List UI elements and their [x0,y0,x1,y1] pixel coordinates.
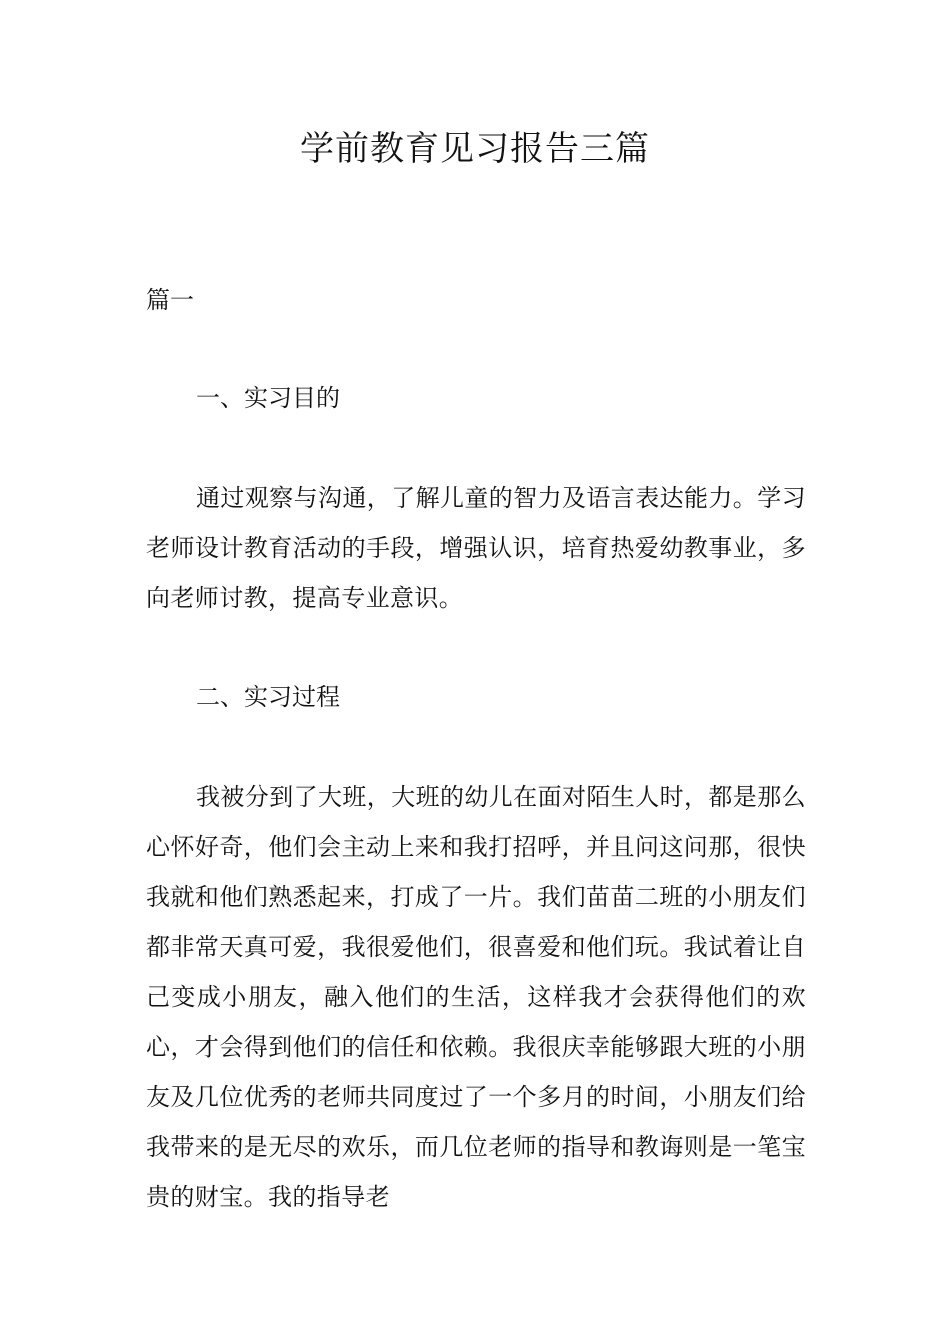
section-label: 篇一 [146,286,194,314]
paragraph-process: 我被分到了大班，大班的幼儿在面对陌生人时，都是那么心怀好奇，他们会主动上来和我打招呼，并且问这问那，很快我就和他们熟悉起来，打成了一片。我们苗苗二班的小朋友们都非常天真可爱，我很爱他们，很喜爱和他们玩。我试着让自己变成小朋友，融入他们的生活，这样我才会获得他们的欢心，才会得到他们的信任和依赖。我很庆幸能够跟大班的小朋友及几位优秀的老师共同度过了一个多月的时间，小朋友们给我带来的是无尽的欢乐，而几位老师的指导和教诲则是一笔宝贵的财宝。我的指导老 [146,783,806,1211]
document-title: 学前教育见习报告三篇 [300,129,650,169]
section-heading-objective: 一、实习目的 [196,384,340,412]
paragraph-objective: 通过观察与沟通，了解儿童的智力及语言表达能力。学习老师设计教育活动的手段，增强认识，培育热爱幼教事业，多向老师讨教，提高专业意识。 [146,484,806,612]
section-heading-process: 二、实习过程 [196,683,340,711]
